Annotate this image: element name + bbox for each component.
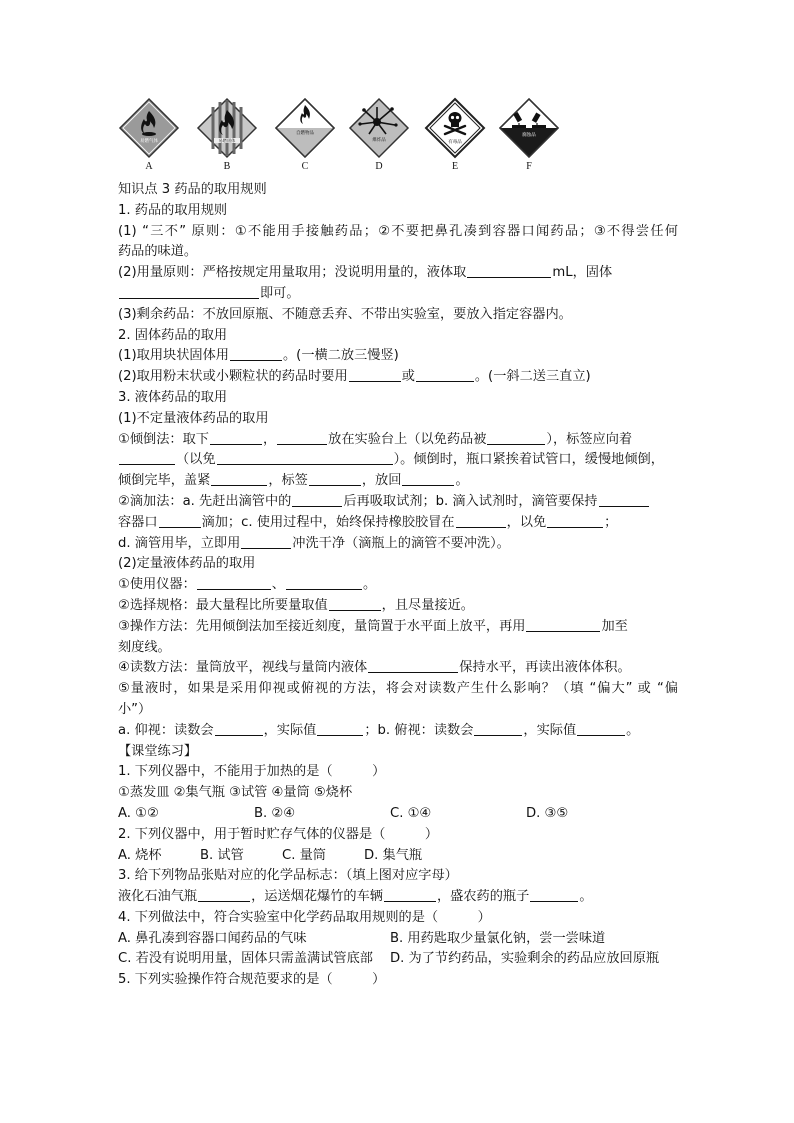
option-a[interactable]: A. 鼻孔凑到容器口闻药品的气味 xyxy=(118,930,307,946)
text-line xyxy=(118,534,678,555)
spacer xyxy=(612,263,678,284)
answer-blank[interactable] xyxy=(474,721,522,736)
answer-blank[interactable] xyxy=(241,534,291,549)
sign-letter: E xyxy=(451,161,459,172)
text-segment: ，标签 xyxy=(268,473,308,489)
text-segment: ； xyxy=(604,514,618,530)
spontaneous-combustion-sign-icon xyxy=(274,97,336,159)
option-a[interactable]: A. ①② xyxy=(118,805,159,821)
answer-blank[interactable] xyxy=(198,887,250,902)
text-line xyxy=(118,346,678,367)
answer-blank[interactable] xyxy=(349,367,401,382)
text-segment: 。 xyxy=(362,577,377,593)
text-segment: ， xyxy=(262,431,277,447)
answer-blank[interactable] xyxy=(384,887,436,902)
option-c[interactable]: C. 若没有说明用量，固体只需盖满试管底部 xyxy=(118,951,373,967)
question-5: 5. 下列实验操作符合规范要求的是（ ） xyxy=(118,972,386,988)
answer-blank[interactable] xyxy=(309,471,361,486)
text-line xyxy=(118,263,678,284)
answer-blank[interactable] xyxy=(211,471,267,486)
answer-blank[interactable] xyxy=(159,513,201,528)
sign-letter: B xyxy=(223,161,231,172)
explosive-sign-icon xyxy=(348,97,410,159)
text-segment: ）。倾倒时，瓶口紧挨着试管口，缓慢地倾倒， xyxy=(393,452,664,468)
sign-e xyxy=(424,97,486,175)
text-line xyxy=(118,721,678,742)
option-b[interactable]: B. 试管 xyxy=(200,847,244,863)
sign-d xyxy=(348,97,410,175)
question-4-options-row-1 xyxy=(118,929,678,950)
subheading: 1. 药品的取用规则 xyxy=(118,202,228,218)
practice-heading: 【课堂练习】 xyxy=(118,743,198,759)
svg-text:自燃物品: 自燃物品 xyxy=(296,131,314,136)
answer-blank[interactable] xyxy=(368,658,458,673)
text-segment: (2)用量原则：严格按规定用量取用；没说明用量的，液体取 xyxy=(118,265,467,281)
text-line xyxy=(118,284,678,305)
text-segment: 放在实验台上（以免药品被 xyxy=(328,431,487,447)
text-line: 小”） xyxy=(118,701,152,717)
text-segment: 容器口 xyxy=(118,514,158,530)
answer-blank[interactable] xyxy=(230,346,282,361)
text-line xyxy=(118,513,678,534)
text-segment: ①倾倒法：取下 xyxy=(118,431,209,447)
option-c[interactable]: C. 量筒 xyxy=(282,847,326,863)
question-2: 2. 下列仪器中，用于暂时贮存气体的仪器是（ ） xyxy=(118,826,439,842)
text-segment: ②选择规格：最大量程比所要量取值 xyxy=(118,597,328,613)
text-segment: 。(一斜二送三直立) xyxy=(474,369,591,385)
text-line: ⑤量液时，如果是采用仰视或俯视的方法，将会对读数产生什么影响？（填 “偏大” 或 “偏 xyxy=(118,681,678,697)
answer-blank[interactable] xyxy=(487,430,545,445)
option-b[interactable]: B. 用药匙取少量氯化钠，尝一尝味道 xyxy=(390,930,606,946)
text-line: (1)不定量液体药品的取用 xyxy=(118,410,269,426)
text-segment: a. 仰视：读数会 xyxy=(118,722,214,738)
text-segment: 冲洗干净（滴瓶上的滴管不要冲洗）。 xyxy=(292,535,510,551)
answer-blank[interactable] xyxy=(526,617,600,632)
hazard-signs-row xyxy=(118,97,578,175)
text-segment: 即可。 xyxy=(260,285,300,301)
answer-blank[interactable] xyxy=(277,430,327,445)
text-segment: ③操作方法：先用倾倒法加至接近刻度，量筒置于水平面上放平，再用 xyxy=(118,618,526,634)
text-segment: ，运送烟花爆竹的车辆 xyxy=(251,889,383,905)
text-segment: ，放回 xyxy=(361,473,402,489)
sign-letter: F xyxy=(526,161,532,172)
answer-blank[interactable] xyxy=(456,513,506,528)
text-segment: (2)取用粉末状或小颗粒状的药品时要用 xyxy=(118,369,348,385)
text-segment: 后再吸取试剂；b. 滴入试剂时，滴管要保持 xyxy=(343,493,598,509)
section-heading: 知识点 3 药品的取用规则 xyxy=(118,182,267,197)
text-line xyxy=(118,492,678,513)
text-segment: 倾倒完毕，盖紧 xyxy=(118,473,211,489)
text-segment: 。 xyxy=(579,889,593,905)
flammable-solid-sign-icon xyxy=(196,97,258,159)
answer-blank[interactable] xyxy=(286,575,362,590)
text-segment: 。 xyxy=(455,473,469,489)
answer-blank[interactable] xyxy=(547,513,603,528)
question-4-options-row-2 xyxy=(118,949,678,970)
option-d[interactable]: D. ③⑤ xyxy=(526,805,569,821)
svg-text:有毒品: 有毒品 xyxy=(448,140,462,145)
answer-blank[interactable] xyxy=(599,492,649,507)
text-segment: d. 滴管用毕，立即用 xyxy=(118,535,241,551)
text-segment: 液化石油气瓶 xyxy=(118,889,198,905)
text-segment: ，盛农药的瓶子 xyxy=(437,889,530,905)
text-line xyxy=(118,367,678,388)
question-1-items: ①蒸发皿 ②集气瓶 ③试管 ④量筒 ⑤烧杯 xyxy=(118,785,353,801)
text-line: 刻度线。 xyxy=(118,639,171,655)
text-segment: ，以免 xyxy=(506,514,547,530)
answer-blank[interactable] xyxy=(317,721,363,736)
text-segment: 、 xyxy=(271,577,285,593)
text-line xyxy=(118,575,678,596)
answer-blank[interactable] xyxy=(119,284,259,299)
svg-text:易燃气体: 易燃气体 xyxy=(140,139,158,144)
text-segment: ①使用仪器： xyxy=(118,577,196,593)
answer-blank[interactable] xyxy=(577,721,625,736)
text-segment: （以免 xyxy=(176,452,216,468)
text-line: 药品的味道。 xyxy=(118,244,198,260)
text-line xyxy=(118,471,678,492)
answer-blank[interactable] xyxy=(292,492,342,507)
svg-text:爆炸品: 爆炸品 xyxy=(372,138,386,143)
sign-b xyxy=(196,97,258,175)
text-segment: 加至 xyxy=(601,618,628,634)
text-line: (1) “三不” 原则：①不能用手接触药品；②不要把鼻孔凑到容器口闻药品；③不得尝任何 xyxy=(118,223,678,239)
text-segment: ，实际值 xyxy=(523,722,577,738)
text-segment: 。(一横二放三慢竖) xyxy=(283,348,399,364)
text-line xyxy=(118,430,678,451)
question-2-options xyxy=(118,846,678,867)
question-4: 4. 下列做法中，符合实验室中化学药品取用规则的是（ ） xyxy=(118,909,491,925)
question-1: 1. 下列仪器中，不能用于加热的是（ ） xyxy=(118,764,386,780)
text-line xyxy=(118,617,678,638)
text-segment: ；b. 俯视：读数会 xyxy=(364,722,474,738)
flammable-gas-sign-icon xyxy=(118,97,180,159)
answer-blank[interactable] xyxy=(416,367,474,382)
sign-letter: A xyxy=(145,161,153,172)
subheading: 3. 液体药品的取用 xyxy=(118,389,228,405)
text-segment: ，且尽量接近。 xyxy=(381,597,474,613)
answer-blank[interactable] xyxy=(210,430,262,445)
option-d[interactable]: D. 集气瓶 xyxy=(364,847,423,863)
subheading: 2. 固体药品的取用 xyxy=(118,327,228,343)
option-b[interactable]: B. ②④ xyxy=(254,805,296,821)
question-3: 3. 给下列物品张贴对应的化学品标志：（填上图对应字母） xyxy=(118,868,458,884)
answer-blank[interactable] xyxy=(402,471,454,486)
answer-blank[interactable] xyxy=(530,887,578,902)
answer-blank[interactable] xyxy=(197,575,271,590)
text-segment: 保持水平，再读出液体体积。 xyxy=(459,660,631,676)
sign-c xyxy=(274,97,336,175)
answer-blank[interactable] xyxy=(119,450,175,465)
svg-text:腐蚀品: 腐蚀品 xyxy=(522,133,536,138)
answer-blank[interactable] xyxy=(217,450,393,465)
question-1-options xyxy=(118,804,678,825)
text-line: (2)定量液体药品的取用 xyxy=(118,556,256,572)
answer-blank[interactable] xyxy=(215,721,263,736)
corrosive-sign-icon xyxy=(498,97,560,159)
sign-a xyxy=(118,97,180,175)
text-line xyxy=(118,450,678,471)
text-segment: mL，固体 xyxy=(552,265,613,281)
answer-blank[interactable] xyxy=(467,263,551,278)
sign-letter: D xyxy=(375,161,383,172)
text-segment: ，实际值 xyxy=(263,722,317,738)
svg-text:易燃固体: 易燃固体 xyxy=(218,138,236,143)
option-d[interactable]: D. 为了节约药品，实验剩余的药品应放回原瓶 xyxy=(390,951,660,967)
option-a[interactable]: A. 烧杯 xyxy=(118,847,162,863)
text-line xyxy=(118,658,678,679)
answer-blank[interactable] xyxy=(329,596,381,611)
text-line xyxy=(118,887,678,908)
sign-f xyxy=(498,97,560,175)
text-segment: 。 xyxy=(626,722,640,738)
sign-letter: C xyxy=(301,161,309,172)
document-body xyxy=(118,180,678,991)
text-segment: ），标签应向着 xyxy=(546,431,633,447)
text-line: (3)剩余药品：不放回原瓶、不随意丢弃、不带出实验室，要放入指定容器内。 xyxy=(118,306,572,322)
text-segment: 或 xyxy=(401,369,415,385)
toxic-sign-icon xyxy=(424,97,486,159)
text-segment: ④读数方法：量筒放平，视线与量筒内液体 xyxy=(118,660,368,676)
text-segment: (1)取用块状固体用 xyxy=(118,348,229,364)
option-c[interactable]: C. ①④ xyxy=(390,805,432,821)
text-line xyxy=(118,596,678,617)
text-segment: 滴加；c. 使用过程中，始终保持橡胶胶冒在 xyxy=(201,514,455,530)
text-segment: ②滴加法：a. 先赶出滴管中的 xyxy=(118,493,292,509)
